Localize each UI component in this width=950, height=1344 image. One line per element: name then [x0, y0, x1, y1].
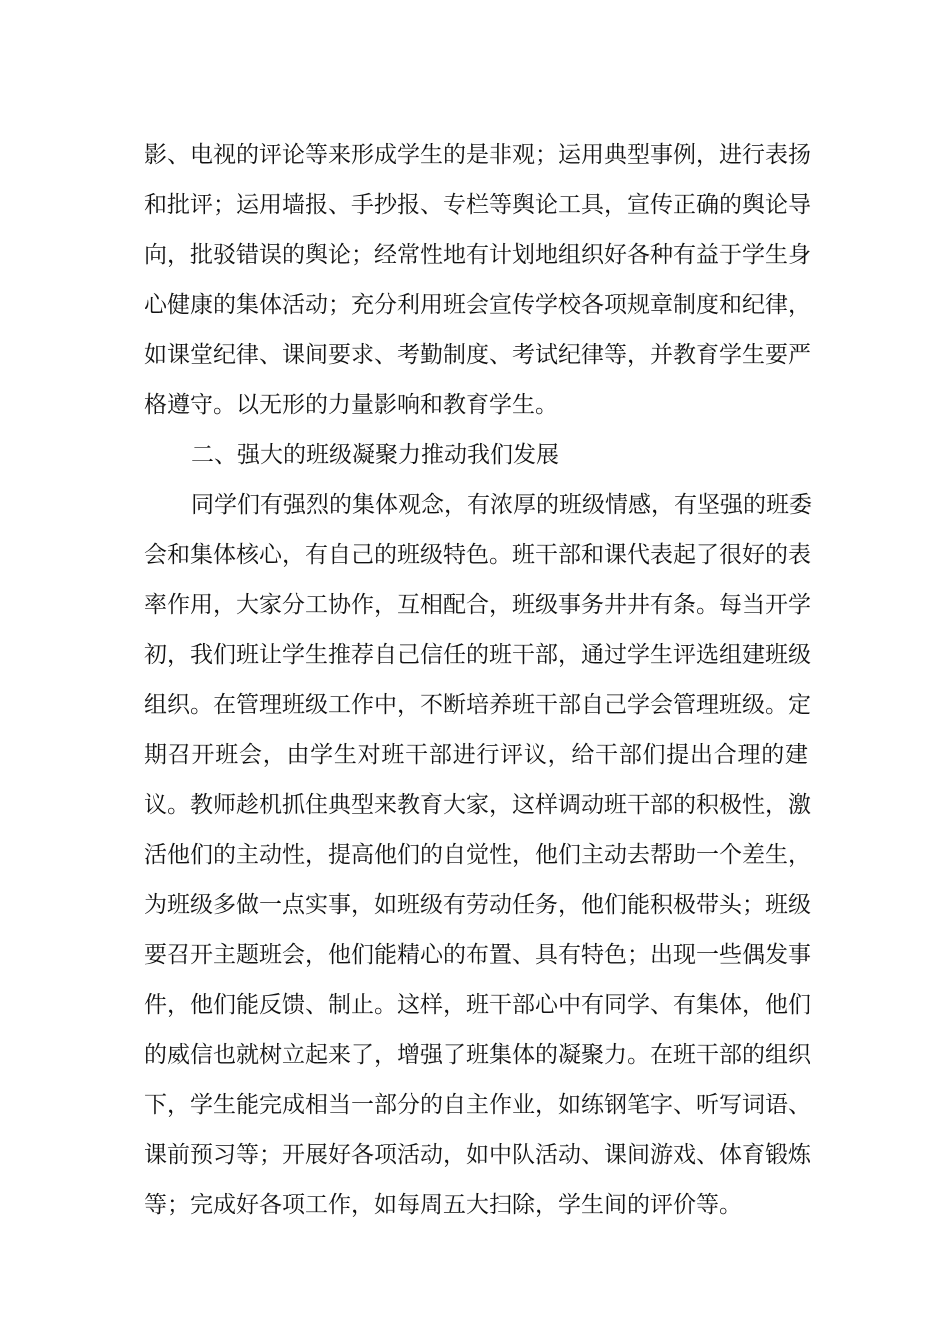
text-line: 同学们有强烈的集体观念，有浓厚的班级情感，有坚强的班委 — [191, 492, 812, 518]
text-line: 的威信也就树立起来了，增强了班集体的凝聚力。在班干部的组织 — [144, 1042, 811, 1068]
text-line: 率作用，大家分工协作，互相配合，班级事务井井有条。每当开学 — [144, 592, 811, 618]
text-line: 要召开主题班会，他们能精心的布置、具有特色；出现一些偶发事 — [144, 942, 811, 968]
paragraph-1 — [144, 130, 811, 430]
text-line: 和批评；运用墙报、手抄报、专栏等舆论工具，宣传正确的舆论导 — [144, 192, 811, 218]
text-line: 件，他们能反馈、制止。这样，班干部心中有同学、有集体，他们 — [144, 992, 811, 1018]
text-line: 组织。在管理班级工作中，不断培养班干部自己学会管理班级。定 — [144, 692, 811, 718]
text-line: 下，学生能完成相当一部分的自主作业，如练钢笔字、听写词语、 — [144, 1092, 811, 1118]
text-line: 课前预习等；开展好各项活动，如中队活动、课间游戏、体育锻炼 — [144, 1142, 811, 1168]
text-line: 活他们的主动性，提高他们的自觉性，他们主动去帮助一个差生， — [144, 842, 811, 868]
text-line: 等；完成好各项工作，如每周五大扫除，学生间的评价等。 — [144, 1192, 742, 1218]
text-line: 初，我们班让学生推荐自己信任的班干部，通过学生评选组建班级 — [144, 642, 811, 668]
text-line: 如课堂纪律、课间要求、考勤制度、考试纪律等，并教育学生要严 — [144, 342, 811, 368]
text-line: 期召开班会，由学生对班干部进行评议，给干部们提出合理的建 — [144, 742, 808, 768]
document-body — [144, 130, 812, 1230]
section-heading: 二、强大的班级凝聚力推动我们发展 — [191, 442, 559, 468]
text-line: 会和集体核心，有自己的班级特色。班干部和课代表起了很好的表 — [144, 542, 811, 568]
text-line: 格遵守。以无形的力量影响和教育学生。 — [144, 392, 558, 418]
text-line: 影、电视的评论等来形成学生的是非观；运用典型事例，进行表扬 — [144, 142, 811, 168]
text-line: 向，批驳错误的舆论；经常性地有计划地组织好各种有益于学生身 — [144, 242, 811, 268]
text-line: 议。教师趁机抓住典型来教育大家，这样调动班干部的积极性，激 — [144, 792, 811, 818]
text-line: 为班级多做一点实事，如班级有劳动任务，他们能积极带头；班级 — [144, 892, 811, 918]
paragraph-2 — [144, 480, 812, 1230]
text-line: 心健康的集体活动；充分利用班会宣传学校各项规章制度和纪律， — [144, 292, 811, 318]
